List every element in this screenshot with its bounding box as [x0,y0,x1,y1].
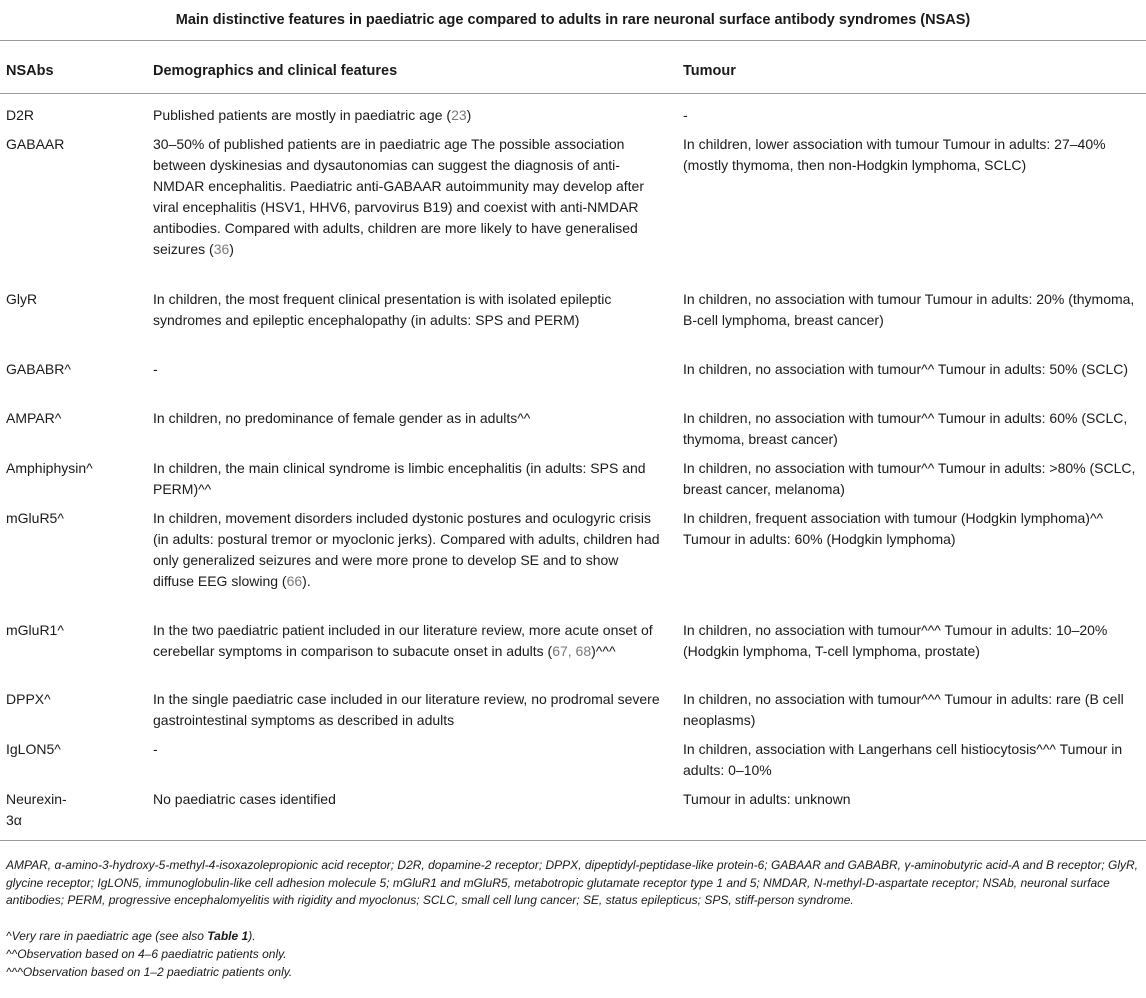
cell-tumour: - [683,107,688,123]
footnote-abbreviations: AMPAR, α-amino-3-hydroxy-5-methyl-4-isoxazolepropionic acid receptor; D2R, dopamine-2 receptor; DPPX, dipeptidyl-peptidase-like protein-6; GABAAR and GABABR, γ-aminobutyric acid-A and B receptor; GlyR, glycine receptor; IgLON5, immunoglobulin-like cell adhesion molecule 5; mGluR1 and mGluR5, metabotropic glutamate receptor type 1 and 5; NMDAR, N-methyl-D-aspartate receptor; NSAb, neuronal surface antibodies; PERM, progressive encephalomyelitis with rigidity and myoclonus; SCLC, small cell lung cancer; SE, status epilepticus; SPS, stiff-person syndrome. [6,858,1138,908]
table-1-link[interactable]: Table 1 [207,929,249,943]
cell-tumour: In children, no association with tumour Tumour in adults: 20% (thymoma, B-cell lymphoma, breast cancer) [683,291,1135,328]
cell-nsab: IgLON5^ [6,741,61,757]
cell-demographics: In children, the most frequent clinical presentation is with isolated epileptic syndromes and epileptic encephalopathy (in adults: SPS and PERM) [153,291,612,328]
cell-demographics: 30–50% of published patients are in paediatric age The possible association between dyskinesias and dysautonomias can suggest the diagnosis of anti-NMDAR encephalitis. Paediatric anti-GABAAR autoimmunity may develop after viral encephalitis (HSV1, HHV6, parvovirus B19) and coexist with anti-NMDAR antibodies. Compared with adults, children are more likely to have generalised seizures (36) [153,136,644,257]
cell-nsab: Amphiphysin^ [6,460,93,476]
cell-nsab: DPPX^ [6,691,51,707]
footnote-1-2-patients: ^^^Observation based on 1–2 paediatric patients only. [6,965,293,979]
reference-link[interactable]: 36 [213,241,230,257]
reference-link[interactable]: 23 [451,107,467,123]
cell-demographics: - [153,741,158,757]
footnote-4-6-patients: ^^Observation based on 4–6 paediatric patients only. [6,947,287,961]
cell-tumour: In children, frequent association with tumour (Hodgkin lymphoma)^^ Tumour in adults: 60% (Hodgkin lymphoma) [683,510,1104,547]
cell-tumour: In children, no association with tumour^^ Tumour in adults: >80% (SCLC, breast cancer, melanoma) [683,460,1136,497]
header-demographics: Demographics and clinical features [153,63,398,79]
table-title: Main distinctive features in paediatric age compared to adults in rare neuronal surface antibody syndromes (NSAS) [175,12,971,28]
header-tumour: Tumour [683,63,736,79]
cell-nsab: GABABR^ [6,361,71,377]
cell-demographics: - [153,361,158,377]
cell-tumour: In children, no association with tumour^^^ Tumour in adults: rare (B cell neoplasms) [683,691,1124,728]
header-nsabs: NSAbs [6,63,54,79]
cell-tumour: In children, no association with tumour^^ Tumour in adults: 50% (SCLC) [683,361,1129,377]
cell-demographics: In children, movement disorders included dystonic postures and oculogyric crisis (in adults: postural tremor or myoclonic jerks). Compared with adults, children had only generalized seizures and were more prone to develop SE and to show diffuse EEG slowing (66). [153,510,660,589]
cell-tumour: Tumour in adults: unknown [683,791,851,807]
cell-demographics: Published patients are mostly in paediatric age (23) [153,107,472,123]
table-bottom-rule [0,840,1146,841]
cell-tumour: In children, no association with tumour^^ Tumour in adults: 60% (SCLC, thymoma, breast cancer) [683,410,1128,447]
cell-demographics: In the two paediatric patient included in our literature review, more acute onset of cerebellar symptoms in comparison to subacute onset in adults (67, 68)^^^ [153,622,653,659]
cell-nsab: AMPAR^ [6,410,62,426]
cell-tumour: In children, lower association with tumour Tumour in adults: 27–40% (mostly thymoma, then non-Hodgkin lymphoma, SCLC) [683,136,1106,173]
cell-demographics: In children, the main clinical syndrome is limbic encephalitis (in adults: SPS and PERM)^^ [153,460,646,497]
cell-nsab: mGluR5^ [6,510,64,526]
cell-demographics: No paediatric cases identified [153,791,336,807]
reference-link[interactable]: 67, 68 [552,643,592,659]
cell-nsab: GlyR [6,291,38,307]
cell-nsab: GABAAR [6,136,65,152]
cell-tumour: In children, no association with tumour^^^ Tumour in adults: 10–20% (Hodgkin lymphoma, T-cell lymphoma, prostate) [683,622,1108,659]
header-rule [0,93,1146,94]
cell-nsab: mGluR1^ [6,622,64,638]
cell-nsab: D2R [6,107,35,123]
reference-link[interactable]: 66 [286,573,303,589]
cell-demographics: In the single paediatric case included in our literature review, no prodromal severe gastrointestinal symptoms as described in adults [153,691,660,728]
cell-nsab: Neurexin-3α [6,791,67,828]
title-rule [0,40,1146,41]
cell-demographics: In children, no predominance of female gender as in adults^^ [153,410,531,426]
cell-tumour: In children, association with Langerhans cell histiocytosis^^^ Tumour in adults: 0–10% [683,741,1123,778]
footnote-very-rare: ^Very rare in paediatric age (see also Table 1). [6,929,256,943]
